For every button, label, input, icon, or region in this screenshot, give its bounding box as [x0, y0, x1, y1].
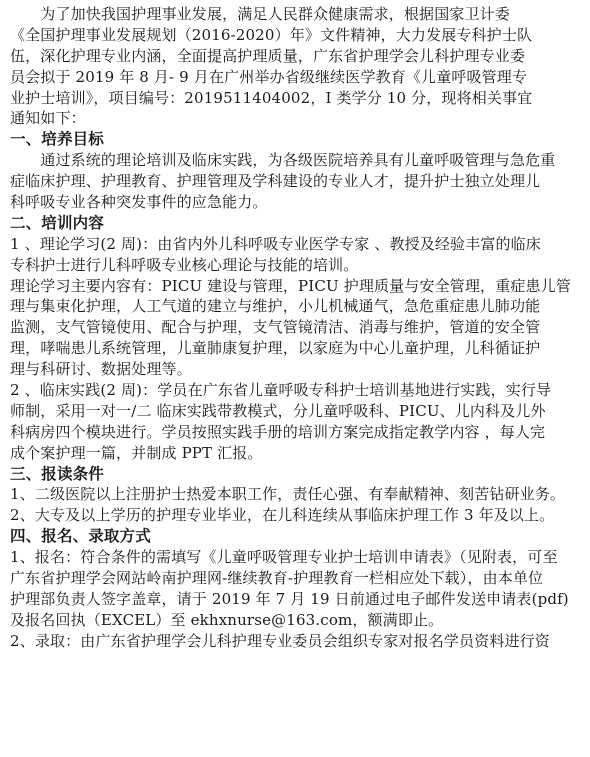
paragraph-line: 员会拟于 2019 年 8 月- 9 月在广州举办省级继续医学教育《儿童呼吸管理专 [10, 67, 528, 86]
paragraph-line: 2 、临床实践(2 周)：学员在广东省儿童呼吸专科护士培训基地进行实践，实行导 [10, 381, 552, 400]
paragraph-line: 护理部负责人签字盖章，请于 2019 年 7 月 19 日前通过电子邮件发送申请表(pdf) [10, 589, 569, 608]
paragraph-line: 科呼吸专业各种突发事件的应急能力。 [10, 193, 268, 212]
paragraph-line: 为了加快我国护理事业发展，满足人民群众健康需求，根据国家卫计委 [10, 5, 510, 23]
section-heading: 一、培养目标 [10, 129, 104, 149]
paragraph-line: 理论学习主要内容有：PICU 建设与管理，PICU 护理质量与安全管理，重症患儿管 [10, 276, 571, 295]
paragraph-line: 1 、理论学习(2 周)：由省内外儿科呼吸专业医学专家 、教授及经验丰富的临床 [10, 234, 541, 253]
paragraph-line: 《全国护理事业发展规划（2016-2020）年》文件精神，大力发展专科护士队 [10, 25, 533, 44]
section-heading: 三、报读条件 [10, 463, 104, 483]
paragraph-line: 成个案护理一篇，并制成 PPT 汇报。 [10, 443, 263, 462]
section-heading: 四、报名、录取方式 [10, 526, 151, 546]
paragraph-line: 症临床护理、护理教育、护理管理及学科建设的专业人才，提升护士独立处理儿 [10, 172, 541, 191]
paragraph-line: 理与集束化护理，人工气道的建立与维护，小儿机械通气，急危重症患儿肺功能 [10, 297, 541, 316]
paragraph-line: 通过系统的理论培训及临床实践，为各级医院培养具有儿童呼吸管理与急危重 [10, 151, 556, 170]
paragraph-line: 通知如下： [10, 109, 86, 128]
paragraph-line: 监测，支气管镜使用、配合与护理，支气管镜清洁、消毒与维护，管道的安全管 [10, 318, 541, 337]
paragraph-line: 1、二级医院以上注册护士热爱本职工作，责任心强、有奉献精神、刻苦钻研业务。 [10, 485, 566, 504]
paragraph-line: 科病房四个模块进行。学员按照实践手册的培训方案完成指定教学内容 ，每人完 [10, 422, 546, 441]
paragraph-line: 伍，深化护理专业内涵，全面提高护理质量，广东省护理学会儿科护理专业委 [10, 46, 526, 65]
paragraph-line: 2、大专及以上学历的护理专业毕业，在儿科连续从事临床护理工作 3 年及以上。 [10, 506, 555, 525]
paragraph-line: 2、录取：由广东省护理学会儿科护理专业委员会组织专家对报名学员资料进行资 [10, 631, 550, 650]
paragraph-line: 广东省护理学会网站岭南护理网-继续教育-护理教育一栏相应处下载），由本单位 [10, 569, 544, 588]
section-heading: 二、培训内容 [10, 212, 104, 232]
paragraph-line: 师制，采用一对一/二 临床实践带教模式，分儿童呼吸科、PICU、儿内科及儿外 [10, 401, 546, 420]
paragraph-line: 1、报名：符合条件的需填写《儿童呼吸管理专业护士培训申请表》（见附表，可至 [10, 548, 558, 567]
notice-document [10, 4, 582, 652]
paragraph-line: 业护士培训》，项目编号：2019511404002，I 类学分 10 分，现将相关事宜 [10, 88, 533, 107]
paragraph-line: 专科护士进行儿科呼吸专业核心理论与技能的培训。 [10, 255, 359, 274]
paragraph-line: 及报名回执（EXCEL）至 ekhxnurse@163.com，额满即止。 [10, 610, 444, 629]
paragraph-line: 理与科研讨、数据处理等。 [10, 360, 192, 379]
paragraph-line: 理，哮喘患儿系统管理，儿童肺康复护理，以家庭为中心儿童护理，儿科循证护 [10, 339, 541, 358]
